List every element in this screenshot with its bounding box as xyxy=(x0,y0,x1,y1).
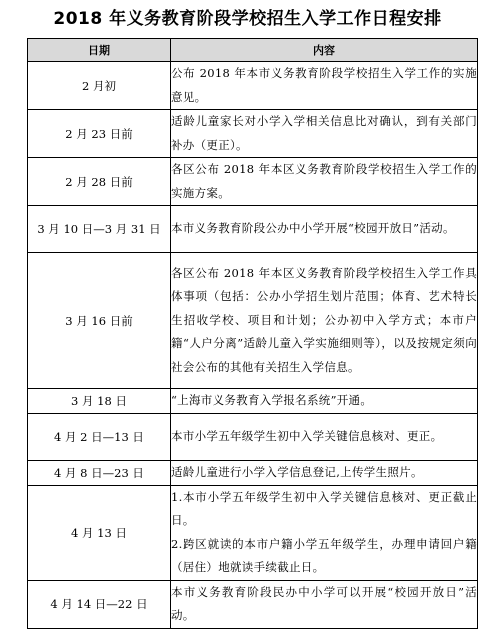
row-date: 4 月 2 日—13 日 xyxy=(28,414,171,461)
row-content xyxy=(171,414,478,461)
header-content: 内容 xyxy=(171,39,478,62)
table-row xyxy=(28,485,478,580)
table-header-row xyxy=(28,39,478,62)
table-row xyxy=(28,414,478,461)
row-content xyxy=(171,580,478,628)
table-row xyxy=(28,461,478,486)
row-content xyxy=(171,206,478,253)
row-date: 4 月 13 日 xyxy=(28,485,171,580)
row-content xyxy=(171,461,478,486)
row-content xyxy=(171,485,478,580)
row-content-text: “上海市义务教育入学报名系统”开通。 xyxy=(171,393,373,408)
row-content-text: 适龄儿童家长对小学入学相关信息比对确认，到有关部门补办（更正）。 xyxy=(171,114,477,152)
row-content-text: 本市义务教育阶段民办中小学可以开展“校园开放日”活动。 xyxy=(171,584,477,622)
row-date: 4 月 8 日—23 日 xyxy=(28,461,171,486)
schedule-table xyxy=(27,38,478,629)
row-content-item: 2.跨区就读的本市户籍小学五年级学生，办理申请回户籍（居住）地就读手续截止日。 xyxy=(171,536,477,574)
row-content xyxy=(171,253,478,389)
row-date: 2 月 28 日前 xyxy=(28,158,171,206)
row-content xyxy=(171,62,478,110)
table-row xyxy=(28,110,478,158)
table-row xyxy=(28,389,478,414)
row-content-item: 1.本市小学五年级学生初中入学关键信息核对、更正截止日。 xyxy=(171,489,477,527)
row-content xyxy=(171,110,478,158)
row-date: 2 月 23 日前 xyxy=(28,110,171,158)
row-date: 3 月 16 日前 xyxy=(28,253,171,389)
row-content-text: 各区公布 2018 年本区义务教育阶段学校招生入学工作的实施方案。 xyxy=(171,162,477,200)
row-date: 3 月 18 日 xyxy=(28,389,171,414)
header-date: 日期 xyxy=(28,39,171,62)
row-content-text: 本市义务教育阶段公办中小学开展“校园开放日”活动。 xyxy=(171,221,455,236)
row-date: 4 月 14 日—22 日 xyxy=(28,580,171,628)
row-date: 3 月 10 日—3 月 31 日 xyxy=(28,206,171,253)
row-content-text: 各区公布 2018 年本区义务教育阶段学校招生入学工作具体事项（包括：公办小学招生划片范围；体育、艺术特长生招收学校、项目和计划；公办初中入学方式；本市户籍“人户分离”适龄儿童入学实施细则等），以及按规定须向社会公布的其他有关招生入学信息。 xyxy=(171,265,477,374)
table-row xyxy=(28,158,478,206)
row-content-text: 本市小学五年级学生初中入学关键信息核对、更正。 xyxy=(171,429,443,444)
row-content xyxy=(171,158,478,206)
table-row xyxy=(28,206,478,253)
table-row xyxy=(28,253,478,389)
table-row xyxy=(28,580,478,628)
row-date: 2 月初 xyxy=(28,62,171,110)
row-content xyxy=(171,389,478,414)
row-content-text: 公布 2018 年本市义务教育阶段学校招生入学工作的实施意见。 xyxy=(171,66,477,104)
table-row xyxy=(28,62,478,110)
row-content-text: 适龄儿童进行小学入学信息登记,上传学生照片。 xyxy=(171,465,423,479)
page-title: 2018 年义务教育阶段学校招生入学工作日程安排 xyxy=(53,9,442,29)
